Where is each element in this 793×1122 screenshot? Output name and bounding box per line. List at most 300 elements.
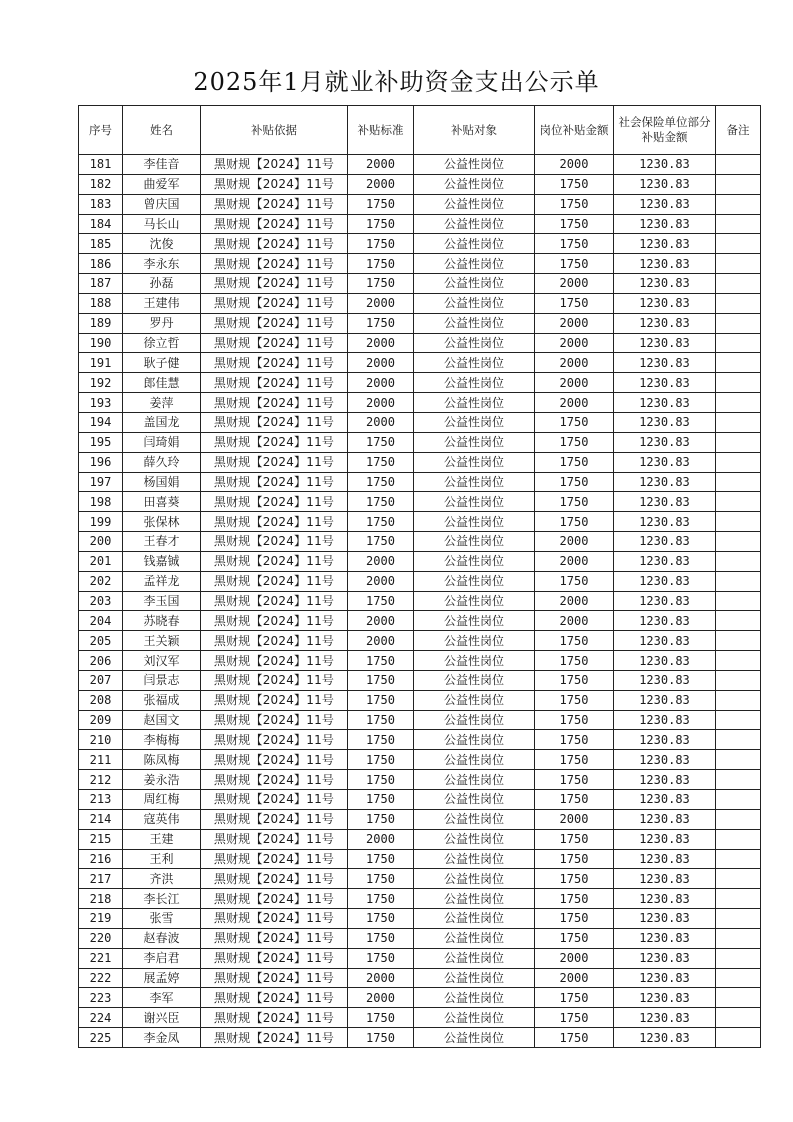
- cell-basis: 黑财规【2024】11号: [201, 631, 348, 651]
- cell-basis: 黑财规【2024】11号: [201, 155, 348, 175]
- cell-target: 公益性岗位: [414, 393, 535, 413]
- cell-seq: 218: [79, 889, 123, 909]
- cell-basis: 黑财规【2024】11号: [201, 988, 348, 1008]
- cell-standard: 1750: [348, 472, 414, 492]
- cell-remark: [716, 611, 761, 631]
- cell-remark: [716, 313, 761, 333]
- cell-target: 公益性岗位: [414, 690, 535, 710]
- cell-name: 李金凤: [123, 1028, 201, 1048]
- cell-target: 公益性岗位: [414, 571, 535, 591]
- cell-name: 沈俊: [123, 234, 201, 254]
- cell-remark: [716, 988, 761, 1008]
- cell-post-amount: 2000: [535, 948, 614, 968]
- table-row: [79, 313, 761, 333]
- cell-post-amount: 2000: [535, 611, 614, 631]
- table-row: [79, 492, 761, 512]
- cell-remark: [716, 234, 761, 254]
- table-row: [79, 770, 761, 790]
- cell-insurance-amount: 1230.83: [614, 194, 716, 214]
- cell-name: 姜萍: [123, 393, 201, 413]
- cell-insurance-amount: 1230.83: [614, 809, 716, 829]
- cell-remark: [716, 214, 761, 234]
- cell-name: 谢兴臣: [123, 1008, 201, 1028]
- cell-post-amount: 1750: [535, 730, 614, 750]
- cell-insurance-amount: 1230.83: [614, 274, 716, 294]
- cell-seq: 210: [79, 730, 123, 750]
- cell-standard: 1750: [348, 591, 414, 611]
- cell-insurance-amount: 1230.83: [614, 631, 716, 651]
- cell-name: 王建伟: [123, 293, 201, 313]
- cell-basis: 黑财规【2024】11号: [201, 809, 348, 829]
- cell-post-amount: 1750: [535, 790, 614, 810]
- cell-standard: 1750: [348, 452, 414, 472]
- cell-basis: 黑财规【2024】11号: [201, 234, 348, 254]
- cell-standard: 1750: [348, 710, 414, 730]
- cell-seq: 185: [79, 234, 123, 254]
- cell-post-amount: 1750: [535, 214, 614, 234]
- cell-standard: 2000: [348, 571, 414, 591]
- cell-target: 公益性岗位: [414, 313, 535, 333]
- cell-standard: 1750: [348, 313, 414, 333]
- table-row: [79, 631, 761, 651]
- cell-seq: 211: [79, 750, 123, 770]
- cell-remark: [716, 750, 761, 770]
- cell-target: 公益性岗位: [414, 928, 535, 948]
- cell-post-amount: 1750: [535, 651, 614, 671]
- table-row: [79, 968, 761, 988]
- cell-post-amount: 1750: [535, 512, 614, 532]
- cell-post-amount: 1750: [535, 631, 614, 651]
- header-name: 姓名: [123, 106, 201, 155]
- cell-remark: [716, 809, 761, 829]
- cell-seq: 206: [79, 651, 123, 671]
- table-body: [79, 155, 761, 1048]
- cell-post-amount: 1750: [535, 174, 614, 194]
- cell-remark: [716, 155, 761, 175]
- cell-target: 公益性岗位: [414, 849, 535, 869]
- cell-target: 公益性岗位: [414, 492, 535, 512]
- cell-insurance-amount: 1230.83: [614, 948, 716, 968]
- cell-basis: 黑财规【2024】11号: [201, 690, 348, 710]
- cell-insurance-amount: 1230.83: [614, 393, 716, 413]
- cell-post-amount: 1750: [535, 234, 614, 254]
- cell-post-amount: 1750: [535, 293, 614, 313]
- cell-seq: 204: [79, 611, 123, 631]
- cell-seq: 217: [79, 869, 123, 889]
- cell-remark: [716, 194, 761, 214]
- cell-name: 李佳音: [123, 155, 201, 175]
- cell-basis: 黑财规【2024】11号: [201, 710, 348, 730]
- cell-seq: 182: [79, 174, 123, 194]
- cell-seq: 193: [79, 393, 123, 413]
- cell-remark: [716, 869, 761, 889]
- cell-name: 姜永浩: [123, 770, 201, 790]
- cell-name: 田喜葵: [123, 492, 201, 512]
- cell-target: 公益性岗位: [414, 452, 535, 472]
- table-row: [79, 710, 761, 730]
- cell-post-amount: 1750: [535, 254, 614, 274]
- cell-insurance-amount: 1230.83: [614, 373, 716, 393]
- cell-insurance-amount: 1230.83: [614, 155, 716, 175]
- cell-basis: 黑财规【2024】11号: [201, 670, 348, 690]
- cell-post-amount: 2000: [535, 274, 614, 294]
- cell-insurance-amount: 1230.83: [614, 988, 716, 1008]
- cell-name: 钱嘉铖: [123, 551, 201, 571]
- cell-name: 陈凤梅: [123, 750, 201, 770]
- cell-seq: 225: [79, 1028, 123, 1048]
- header-target: 补贴对象: [414, 106, 535, 155]
- cell-basis: 黑财规【2024】11号: [201, 909, 348, 929]
- cell-name: 孙磊: [123, 274, 201, 294]
- cell-basis: 黑财规【2024】11号: [201, 571, 348, 591]
- cell-seq: 186: [79, 254, 123, 274]
- subsidy-table: [78, 105, 761, 1048]
- cell-insurance-amount: 1230.83: [614, 532, 716, 552]
- cell-post-amount: 1750: [535, 492, 614, 512]
- cell-remark: [716, 829, 761, 849]
- cell-insurance-amount: 1230.83: [614, 909, 716, 929]
- cell-remark: [716, 670, 761, 690]
- cell-basis: 黑财规【2024】11号: [201, 472, 348, 492]
- table-row: [79, 690, 761, 710]
- cell-post-amount: 1750: [535, 909, 614, 929]
- cell-insurance-amount: 1230.83: [614, 829, 716, 849]
- header-seq: 序号: [79, 106, 123, 155]
- cell-seq: 205: [79, 631, 123, 651]
- table-row: [79, 790, 761, 810]
- cell-seq: 208: [79, 690, 123, 710]
- cell-seq: 214: [79, 809, 123, 829]
- table-row: [79, 274, 761, 294]
- cell-target: 公益性岗位: [414, 274, 535, 294]
- cell-name: 王建: [123, 829, 201, 849]
- cell-post-amount: 1750: [535, 1028, 614, 1048]
- cell-target: 公益性岗位: [414, 234, 535, 254]
- cell-name: 盖国龙: [123, 412, 201, 432]
- table-row: [79, 432, 761, 452]
- cell-target: 公益性岗位: [414, 770, 535, 790]
- cell-insurance-amount: 1230.83: [614, 928, 716, 948]
- cell-basis: 黑财规【2024】11号: [201, 393, 348, 413]
- cell-insurance-amount: 1230.83: [614, 591, 716, 611]
- cell-basis: 黑财规【2024】11号: [201, 829, 348, 849]
- cell-standard: 2000: [348, 551, 414, 571]
- cell-seq: 196: [79, 452, 123, 472]
- table-row: [79, 928, 761, 948]
- cell-name: 李启君: [123, 948, 201, 968]
- cell-post-amount: 2000: [535, 968, 614, 988]
- cell-name: 郎佳慧: [123, 373, 201, 393]
- cell-standard: 2000: [348, 611, 414, 631]
- cell-basis: 黑财规【2024】11号: [201, 313, 348, 333]
- cell-post-amount: 1750: [535, 829, 614, 849]
- cell-remark: [716, 889, 761, 909]
- cell-seq: 224: [79, 1008, 123, 1028]
- cell-standard: 2000: [348, 412, 414, 432]
- cell-insurance-amount: 1230.83: [614, 1008, 716, 1028]
- cell-standard: 1750: [348, 928, 414, 948]
- cell-name: 孟祥龙: [123, 571, 201, 591]
- cell-insurance-amount: 1230.83: [614, 770, 716, 790]
- cell-target: 公益性岗位: [414, 214, 535, 234]
- cell-post-amount: 1750: [535, 452, 614, 472]
- cell-seq: 189: [79, 313, 123, 333]
- cell-name: 周红梅: [123, 790, 201, 810]
- cell-post-amount: 1750: [535, 928, 614, 948]
- cell-seq: 188: [79, 293, 123, 313]
- cell-basis: 黑财规【2024】11号: [201, 274, 348, 294]
- cell-basis: 黑财规【2024】11号: [201, 353, 348, 373]
- cell-basis: 黑财规【2024】11号: [201, 889, 348, 909]
- cell-insurance-amount: 1230.83: [614, 254, 716, 274]
- cell-name: 王春才: [123, 532, 201, 552]
- cell-remark: [716, 452, 761, 472]
- cell-target: 公益性岗位: [414, 651, 535, 671]
- cell-target: 公益性岗位: [414, 174, 535, 194]
- cell-insurance-amount: 1230.83: [614, 690, 716, 710]
- cell-basis: 黑财规【2024】11号: [201, 591, 348, 611]
- cell-insurance-amount: 1230.83: [614, 313, 716, 333]
- cell-target: 公益性岗位: [414, 333, 535, 353]
- cell-standard: 1750: [348, 690, 414, 710]
- cell-remark: [716, 631, 761, 651]
- cell-insurance-amount: 1230.83: [614, 353, 716, 373]
- cell-name: 闫琦娟: [123, 432, 201, 452]
- cell-remark: [716, 393, 761, 413]
- header-insurance-amount: 社会保险单位部分补贴金额: [614, 106, 716, 155]
- cell-seq: 200: [79, 532, 123, 552]
- cell-standard: 1750: [348, 670, 414, 690]
- cell-seq: 190: [79, 333, 123, 353]
- cell-basis: 黑财规【2024】11号: [201, 1008, 348, 1028]
- cell-seq: 219: [79, 909, 123, 929]
- cell-standard: 1750: [348, 909, 414, 929]
- cell-post-amount: 2000: [535, 353, 614, 373]
- cell-target: 公益性岗位: [414, 968, 535, 988]
- cell-name: 杨国娟: [123, 472, 201, 492]
- table-row: [79, 909, 761, 929]
- cell-standard: 2000: [348, 631, 414, 651]
- cell-target: 公益性岗位: [414, 373, 535, 393]
- cell-seq: 207: [79, 670, 123, 690]
- cell-insurance-amount: 1230.83: [614, 293, 716, 313]
- cell-seq: 201: [79, 551, 123, 571]
- cell-basis: 黑财规【2024】11号: [201, 214, 348, 234]
- table-row: [79, 194, 761, 214]
- table-row: [79, 333, 761, 353]
- cell-standard: 1750: [348, 770, 414, 790]
- table-row: [79, 551, 761, 571]
- table-row: [79, 393, 761, 413]
- table-row: [79, 293, 761, 313]
- cell-basis: 黑财规【2024】11号: [201, 452, 348, 472]
- cell-seq: 202: [79, 571, 123, 591]
- cell-insurance-amount: 1230.83: [614, 432, 716, 452]
- cell-post-amount: 1750: [535, 690, 614, 710]
- table-row: [79, 829, 761, 849]
- cell-insurance-amount: 1230.83: [614, 849, 716, 869]
- cell-name: 展孟婷: [123, 968, 201, 988]
- cell-insurance-amount: 1230.83: [614, 492, 716, 512]
- cell-target: 公益性岗位: [414, 254, 535, 274]
- cell-name: 薛久玲: [123, 452, 201, 472]
- cell-remark: [716, 174, 761, 194]
- cell-post-amount: 2000: [535, 809, 614, 829]
- cell-target: 公益性岗位: [414, 353, 535, 373]
- cell-basis: 黑财规【2024】11号: [201, 651, 348, 671]
- cell-basis: 黑财规【2024】11号: [201, 849, 348, 869]
- cell-post-amount: 2000: [535, 532, 614, 552]
- cell-post-amount: 1750: [535, 889, 614, 909]
- cell-target: 公益性岗位: [414, 909, 535, 929]
- cell-post-amount: 1750: [535, 432, 614, 452]
- cell-post-amount: 1750: [535, 869, 614, 889]
- cell-post-amount: 2000: [535, 373, 614, 393]
- cell-remark: [716, 512, 761, 532]
- cell-insurance-amount: 1230.83: [614, 412, 716, 432]
- cell-standard: 2000: [348, 829, 414, 849]
- cell-insurance-amount: 1230.83: [614, 869, 716, 889]
- header-remark: 备注: [716, 106, 761, 155]
- cell-standard: 1750: [348, 1028, 414, 1048]
- cell-target: 公益性岗位: [414, 591, 535, 611]
- cell-basis: 黑财规【2024】11号: [201, 174, 348, 194]
- table-row: [79, 869, 761, 889]
- cell-standard: 1750: [348, 889, 414, 909]
- cell-seq: 195: [79, 432, 123, 452]
- table-row: [79, 532, 761, 552]
- cell-insurance-amount: 1230.83: [614, 571, 716, 591]
- cell-target: 公益性岗位: [414, 532, 535, 552]
- cell-post-amount: 1750: [535, 1008, 614, 1028]
- cell-seq: 184: [79, 214, 123, 234]
- cell-remark: [716, 710, 761, 730]
- table-row: [79, 155, 761, 175]
- cell-insurance-amount: 1230.83: [614, 730, 716, 750]
- cell-remark: [716, 293, 761, 313]
- header-post-amount: 岗位补贴金额: [535, 106, 614, 155]
- cell-remark: [716, 353, 761, 373]
- cell-remark: [716, 532, 761, 552]
- cell-name: 曲爱军: [123, 174, 201, 194]
- cell-target: 公益性岗位: [414, 512, 535, 532]
- page-title: 2025年1月就业补助资金支出公示单: [193, 68, 600, 96]
- cell-remark: [716, 790, 761, 810]
- cell-post-amount: 2000: [535, 393, 614, 413]
- cell-standard: 1750: [348, 849, 414, 869]
- cell-standard: 1750: [348, 790, 414, 810]
- cell-name: 徐立哲: [123, 333, 201, 353]
- header-row: [79, 106, 761, 155]
- cell-insurance-amount: 1230.83: [614, 234, 716, 254]
- table-row: [79, 214, 761, 234]
- table-row: [79, 234, 761, 254]
- cell-name: 耿子健: [123, 353, 201, 373]
- table-row: [79, 730, 761, 750]
- cell-standard: 1750: [348, 512, 414, 532]
- cell-seq: 213: [79, 790, 123, 810]
- cell-standard: 2000: [348, 968, 414, 988]
- table-row: [79, 1008, 761, 1028]
- cell-seq: 221: [79, 948, 123, 968]
- cell-post-amount: 1750: [535, 194, 614, 214]
- cell-basis: 黑财规【2024】11号: [201, 333, 348, 353]
- table-row: [79, 512, 761, 532]
- table-row: [79, 452, 761, 472]
- cell-name: 刘汉军: [123, 651, 201, 671]
- header-basis: 补贴依据: [201, 106, 348, 155]
- cell-name: 张福成: [123, 690, 201, 710]
- cell-target: 公益性岗位: [414, 631, 535, 651]
- cell-post-amount: 1750: [535, 710, 614, 730]
- cell-name: 闫景志: [123, 670, 201, 690]
- cell-name: 李玉国: [123, 591, 201, 611]
- table-row: [79, 254, 761, 274]
- cell-remark: [716, 928, 761, 948]
- cell-basis: 黑财规【2024】11号: [201, 194, 348, 214]
- cell-insurance-amount: 1230.83: [614, 651, 716, 671]
- cell-target: 公益性岗位: [414, 809, 535, 829]
- cell-standard: 1750: [348, 274, 414, 294]
- cell-standard: 1750: [348, 492, 414, 512]
- cell-target: 公益性岗位: [414, 412, 535, 432]
- cell-seq: 187: [79, 274, 123, 294]
- cell-basis: 黑财规【2024】11号: [201, 948, 348, 968]
- cell-remark: [716, 651, 761, 671]
- cell-remark: [716, 333, 761, 353]
- cell-basis: 黑财规【2024】11号: [201, 492, 348, 512]
- cell-target: 公益性岗位: [414, 670, 535, 690]
- cell-name: 张雪: [123, 909, 201, 929]
- cell-target: 公益性岗位: [414, 194, 535, 214]
- table-row: [79, 750, 761, 770]
- cell-target: 公益性岗位: [414, 155, 535, 175]
- cell-basis: 黑财规【2024】11号: [201, 750, 348, 770]
- cell-target: 公益性岗位: [414, 948, 535, 968]
- cell-seq: 203: [79, 591, 123, 611]
- cell-target: 公益性岗位: [414, 472, 535, 492]
- cell-target: 公益性岗位: [414, 710, 535, 730]
- cell-seq: 194: [79, 412, 123, 432]
- cell-insurance-amount: 1230.83: [614, 710, 716, 730]
- cell-insurance-amount: 1230.83: [614, 472, 716, 492]
- cell-target: 公益性岗位: [414, 730, 535, 750]
- cell-name: 张保林: [123, 512, 201, 532]
- cell-target: 公益性岗位: [414, 551, 535, 571]
- cell-insurance-amount: 1230.83: [614, 452, 716, 472]
- table-row: [79, 1028, 761, 1048]
- cell-name: 罗丹: [123, 313, 201, 333]
- table-row: [79, 353, 761, 373]
- cell-standard: 2000: [348, 293, 414, 313]
- table-header: [79, 106, 761, 155]
- table-row: [79, 988, 761, 1008]
- cell-standard: 2000: [348, 393, 414, 413]
- cell-basis: 黑财规【2024】11号: [201, 512, 348, 532]
- cell-basis: 黑财规【2024】11号: [201, 293, 348, 313]
- cell-standard: 1750: [348, 214, 414, 234]
- cell-target: 公益性岗位: [414, 750, 535, 770]
- cell-target: 公益性岗位: [414, 611, 535, 631]
- cell-post-amount: 2000: [535, 155, 614, 175]
- cell-standard: 1750: [348, 532, 414, 552]
- cell-name: 王利: [123, 849, 201, 869]
- cell-remark: [716, 849, 761, 869]
- cell-standard: 1750: [348, 869, 414, 889]
- cell-post-amount: 2000: [535, 591, 614, 611]
- cell-standard: 1750: [348, 432, 414, 452]
- table-row: [79, 373, 761, 393]
